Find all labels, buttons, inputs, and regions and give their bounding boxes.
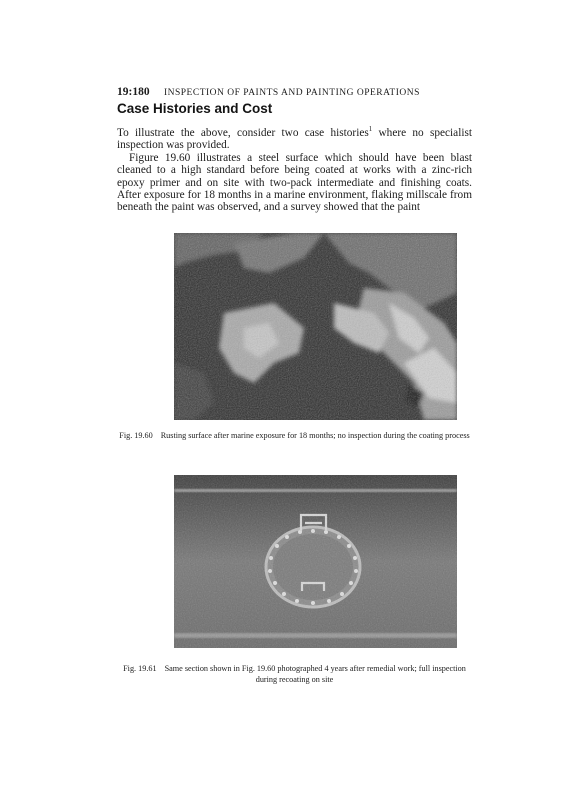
figure-19-61-caption bbox=[117, 664, 472, 685]
figure-19-61-photo bbox=[174, 475, 457, 648]
figure-19-60-caption bbox=[117, 431, 472, 442]
figure-19-61-caption-text: Same section shown in Fig. 19.60 photographed 4 years after remedial work; full inspection during recoating on site bbox=[164, 664, 466, 684]
running-head-title: INSPECTION OF PAINTS AND PAINTING OPERATIONS bbox=[163, 88, 420, 98]
paragraph-1-text: To illustrate the above, consider two case histories bbox=[117, 127, 369, 139]
paragraph-2: Figure 19.60 illustrates a steel surface which should have been blast cleaned to a high standard before being coated at works with a zinc-rich epoxy primer and on site with two-pack intermediate and finishing coats. After exposure for 18 months in a marine environment, flaking millscale from beneath the paint was observed, and a survey showed that the paint bbox=[117, 151, 472, 214]
figure-19-60-number: Fig. 19.60 bbox=[119, 431, 153, 440]
running-head bbox=[117, 86, 477, 98]
page-number: 19:180 bbox=[117, 86, 150, 98]
figure-19-60-caption-text: Rusting surface after marine exposure for 18 months; no inspection during the coating process bbox=[160, 431, 470, 440]
body-text bbox=[117, 127, 472, 214]
paragraph-1-text-cont: where no specialist inspection was provided. bbox=[117, 127, 473, 152]
figure-19-60-photo bbox=[174, 233, 457, 420]
figure-19-61-number: Fig. 19.61 bbox=[123, 664, 157, 673]
section-heading: Case Histories and Cost bbox=[117, 101, 273, 116]
paragraph-1 bbox=[117, 127, 472, 152]
reference-marker: 1 bbox=[368, 125, 373, 134]
